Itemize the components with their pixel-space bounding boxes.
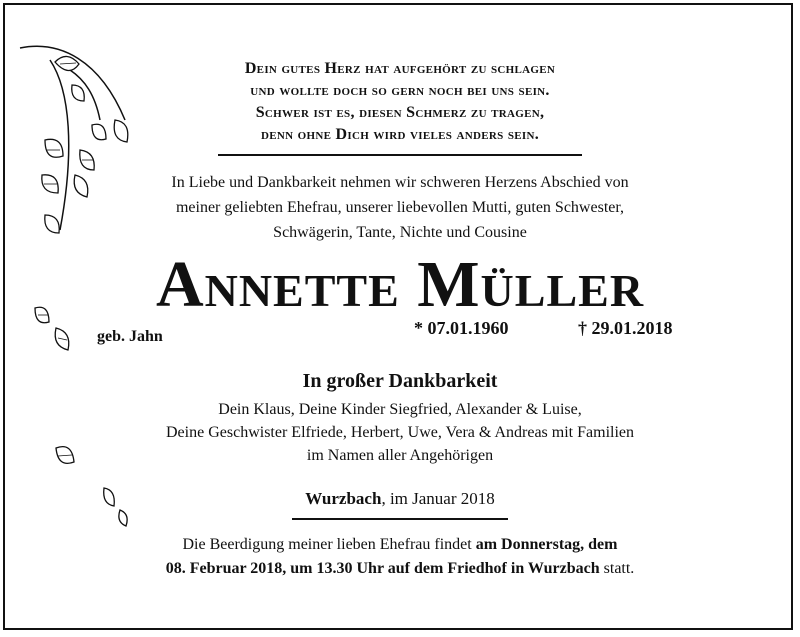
mourners-line: Dein Klaus, Deine Kinder Siegfried, Alexander & Luise, bbox=[218, 401, 582, 418]
mourners-line: Deine Geschwister Elfriede, Herbert, Uwe, Vera & Andreas mit Familien bbox=[166, 424, 634, 441]
poem-line: denn ohne Dich wird vieles anders sein. bbox=[260, 126, 540, 143]
mourners bbox=[100, 398, 700, 467]
death-date: † 29.01.2018 bbox=[578, 318, 673, 338]
place-date bbox=[100, 489, 700, 509]
poem-line: Dein gutes Herz hat aufgehört zu schlagen bbox=[244, 60, 556, 77]
poem bbox=[150, 58, 650, 146]
poem-line: Schwer ist es, diesen Schmerz zu tragen, bbox=[255, 104, 545, 121]
funeral-info bbox=[100, 533, 700, 581]
intro-line: Schwägerin, Tante, Nichte und Cousine bbox=[273, 224, 527, 241]
intro-text bbox=[100, 170, 700, 245]
poem-line: und wollte doch so gern noch bei uns sein. bbox=[250, 82, 550, 99]
funeral-pre: Die Beerdigung meiner lieben Ehefrau findet bbox=[182, 536, 476, 553]
deceased-name: Annette Müller bbox=[155, 248, 645, 321]
maiden-name: geb. Jahn bbox=[97, 328, 163, 345]
mourners-line: im Namen aller Angehörigen bbox=[306, 447, 494, 464]
intro-line: In Liebe und Dankbarkeit nehmen wir schweren Herzens Abschied von bbox=[171, 174, 629, 191]
place-month: , im Januar 2018 bbox=[381, 489, 495, 508]
divider-bottom bbox=[292, 518, 508, 520]
funeral-day: am Donnerstag, dem bbox=[475, 536, 618, 553]
funeral-post: statt. bbox=[599, 560, 635, 577]
divider-top bbox=[218, 154, 582, 156]
intro-line: meiner geliebten Ehefrau, unserer liebevollen Mutti, guten Schwester, bbox=[175, 199, 625, 216]
birth-date: * 07.01.1960 bbox=[414, 318, 509, 338]
funeral-date-place: 08. Februar 2018, um 13.30 Uhr auf dem Friedhof in Wurzbach bbox=[165, 560, 600, 577]
place-town: Wurzbach bbox=[305, 489, 382, 508]
thanks-title: In großer Dankbarkeit bbox=[302, 370, 498, 392]
